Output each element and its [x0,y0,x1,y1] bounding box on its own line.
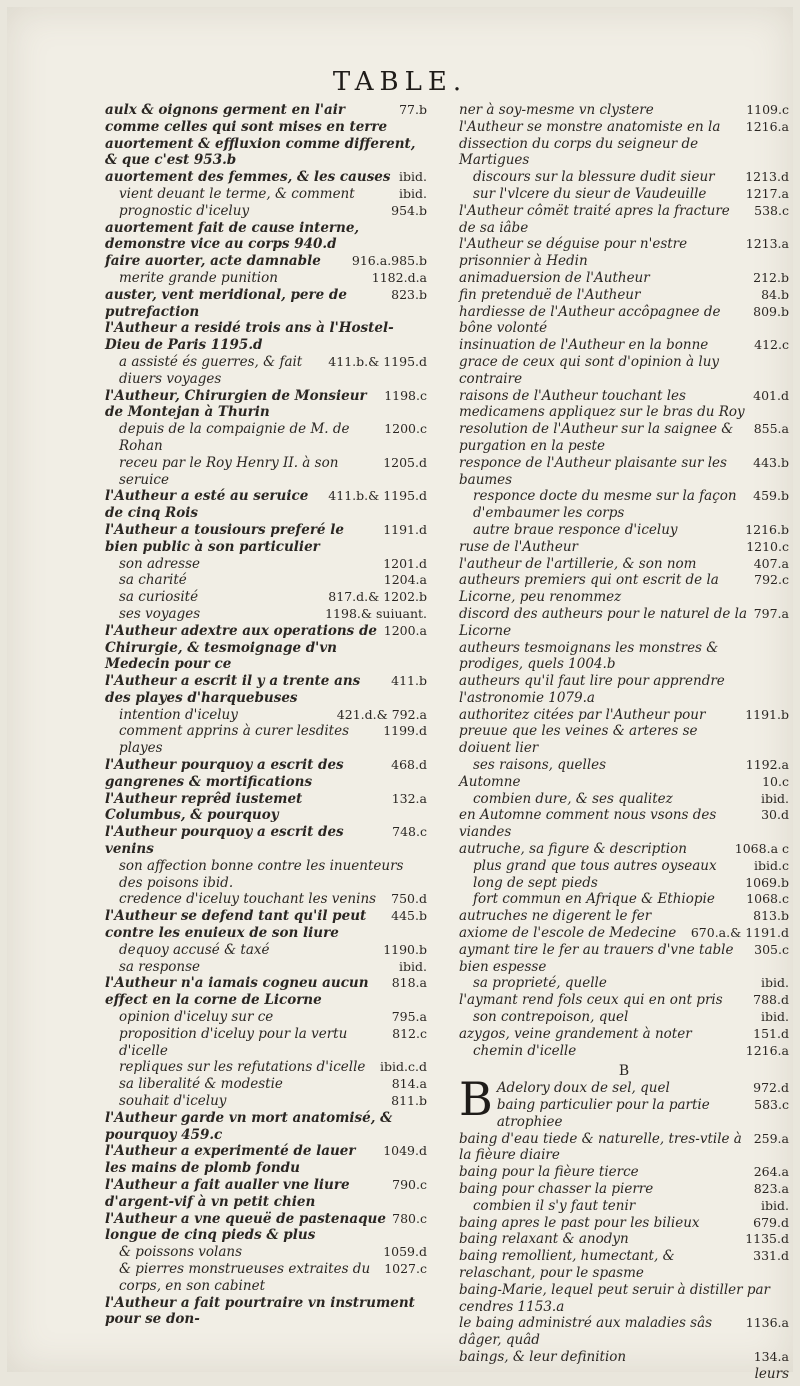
entry-reference: 77.b [399,102,427,117]
entry-text: l'Autheur se monstre anatomiste en la dissection du corps du seigneur de Martigues [459,118,721,169]
entry-text: fort commun en Afrique & Ethiopie [473,891,715,908]
entry-text: aulx & oignons germent en l'air comme celles qui sont mises en terre [105,102,388,135]
index-entry [459,1215,789,1232]
index-entry [459,572,789,606]
entry-text: responce docte du mesme sur la façon d'embaumer les corps [473,488,737,522]
index-entry [105,858,427,892]
entry-text: & pierres monstrueuses extraites du corps, en son cabinet [119,1260,371,1294]
entry-text: ruse de l'Autheur [459,538,579,555]
entry-reference: 1136.a [745,1315,789,1331]
index-entry [459,102,789,119]
entry-reference: 30.d [761,807,789,823]
entry-reference: 445.b [391,908,427,924]
entry-reference: 1200.c [384,421,427,437]
entry-text: l'Autheur garde vn mort anatomisé, & pourquoy 459.c [105,1109,393,1143]
entry-reference: 468.d [391,757,427,773]
entry-text: chemin d'icelle [473,1042,577,1059]
entry-reference: 1069.b [745,874,789,890]
entry-text: son affection bonne contre les inuenteurs des poisons ibid. [119,857,404,891]
entry-text: souhait d'iceluy [119,1093,227,1110]
entry-text: authoritez citées par l'Autheur pour preuue que les veines & arteres se doiuent lier [459,706,706,757]
index-entry [459,1315,789,1349]
index-entry [459,337,789,387]
index-entries-a [459,102,789,1059]
index-entry [105,488,427,522]
entry-text: autruches ne digerent le fer [459,908,652,925]
index-entry [105,942,427,959]
entry-reference: 1192.a [745,757,789,773]
entry-text: hardiesse de l'Autheur accôpagnee de bône volonté [459,303,721,337]
entry-reference: 792.c [754,572,789,588]
entry-text: proposition d'iceluy pour la vertu d'icelle [119,1025,348,1059]
entry-text: responce de l'Autheur plaisante sur les baumes [459,454,727,488]
entry-reference: 780.c [392,1210,427,1226]
index-entry [459,640,789,674]
entry-text: azygos, veine grandement à noter [459,1025,692,1042]
entry-reference: 84.b [761,286,789,302]
entry-text: long de sept pieds [473,874,598,891]
entry-reference: 1199.d [383,723,427,739]
entry-reference: ibid.c.d [380,1059,427,1075]
index-entry [105,959,427,976]
index-entry [105,1244,427,1261]
entry-reference: 1068.a c [734,841,789,857]
index-entry [105,522,427,556]
index-entry [459,757,789,774]
entry-text: raisons de l'Autheur touchant les medicamens appliquez sur le bras du Roy [459,387,745,421]
index-entry [105,623,427,673]
entry-reference: 264.a [753,1164,789,1180]
entry-text: auortement fait de cause interne, demonstre vice au corps 940.d [105,219,360,253]
entry-reference: 1198.c [384,387,427,403]
entry-text: l'Autheur a vne queuë de pastenaque longue de cinq pieds & plus [105,1210,386,1244]
index-entry [459,270,789,287]
entry-reference: 1191.d [383,521,427,537]
entry-reference: 823.b [391,286,427,302]
index-entry [459,875,789,892]
index-entry [459,1009,789,1026]
entry-text: discord des autheurs pour le naturel de la Licorne [459,605,748,639]
index-entry [105,572,427,589]
entry-reference: ibid. [761,1197,789,1213]
index-entry [459,942,789,976]
index-entry [459,707,789,757]
index-entry [459,556,789,573]
entry-text: baing d'eau tiede & naturelle, tres-vtile à la fièure diaire [459,1130,742,1164]
entry-text: baing pour chasser la pierre [459,1181,654,1197]
entry-text: merite grande punition [119,269,278,286]
entry-text: fin pretenduë de l'Autheur [459,286,641,303]
entry-text: ses voyages [119,605,201,622]
entry-text: son contrepoison, quel [473,1009,629,1026]
index-entry [459,1043,789,1060]
index-entry [105,354,427,388]
index-entry [459,858,789,875]
entry-text: ner à soy-mesme vn clystere [459,102,654,118]
entry-text: opinion d'iceluy sur ce [119,1009,274,1026]
index-entry [459,522,789,539]
entry-text: l'autheur de l'artillerie, & son nom [459,555,697,572]
index-entry [105,287,427,321]
index-entry [105,186,427,203]
entry-reference: ibid. [399,185,427,201]
entry-reference: 411.b.& 1195.d [328,353,427,369]
entry-reference: 459.b [753,488,789,504]
index-entry [105,421,427,455]
index-entry [459,119,789,169]
entry-reference: 748.c [392,824,427,840]
index-entry [105,1261,427,1295]
entry-text: dequoy accusé & taxé [119,941,270,958]
index-entry [459,388,789,422]
entry-reference: 814.a [391,1076,427,1092]
entry-reference: 817.d.& 1202.b [328,589,427,605]
entry-text: l'Autheur se déguise pour n'estre prisonnier à Hedin [459,236,688,270]
index-entry [105,606,427,623]
entry-reference: 151.d [753,1025,789,1041]
index-entry [105,908,427,942]
entry-reference: 1068.c [746,891,789,907]
entry-text: Adelory doux de sel, quel [496,1080,670,1097]
entry-reference: 670.a.& 1191.d [690,925,789,941]
index-entry [459,1282,789,1316]
entry-text: plus grand que tous autres oyseaux [473,857,717,874]
entry-text: baing particulier pour la partie atrophiee [496,1097,710,1130]
entry-reference: 855.a [753,421,789,437]
entry-text: l'Autheur pourquoy a escrit des venins [105,824,344,858]
entry-reference: 583.c [754,1097,789,1113]
entry-text: combien dure, & ses qualitez [473,790,673,807]
entry-reference: 1135.d [745,1231,789,1247]
index-entry [105,270,427,287]
dropcap-entries [497,1080,789,1130]
entry-reference: 1191.b [745,706,789,722]
entry-reference: 305.c [754,941,789,957]
index-entry [459,488,789,522]
entry-text: sa charité [119,572,187,589]
entry-text: baing-Marie, lequel peut seruir à distiller par cendres 1153.a [459,1281,771,1315]
entry-text: sur l'vlcere du sieur de Vaudeuille [473,185,707,202]
page-title: TABLE. [332,67,468,97]
entry-reference: ibid. [761,790,789,806]
dropcap-block [459,1072,789,1130]
index-column-right [459,102,789,1383]
entry-text: le baing administré aux maladies sâs dâger, quâd [459,1315,713,1349]
index-entry [459,841,789,858]
entry-reference: 538.c [754,202,789,218]
catchword: leurs [754,1365,789,1382]
entry-reference: 1216.a [745,1042,789,1058]
entry-reference: 1049.d [383,1143,427,1159]
index-entry [105,556,427,573]
entry-reference: 954.b [391,202,427,218]
entry-text: baing remollient, humectant, & relaschant, pour le spasme [459,1248,675,1281]
entry-reference: 132.a [391,790,427,806]
entry-text: insinuation de l'Autheur en la bonne grace de ceux qui sont d'opinion à luy contraire [459,337,720,387]
entry-text: animaduersion de l'Autheur [459,269,650,286]
index-entry [459,455,789,489]
entry-text: l'aymant rend fols ceux qui en ont pris [459,992,723,1009]
index-entry [105,791,427,825]
entry-reference: 1213.a [745,236,789,252]
entry-reference: 407.a [753,555,789,571]
index-entry [459,807,789,841]
entry-text: l'Autheur a esté au seruice de cinq Rois [105,488,309,522]
index-entry [105,723,427,757]
index-entry [105,1093,427,1110]
entry-reference: 813.b [753,908,789,924]
index-entry [105,203,427,220]
index-entry [459,1164,789,1181]
index-entry [459,791,789,808]
entry-text: l'Autheur a escrit il y a trente ans des playes d'harquebuses [105,673,361,706]
entry-reference: 10.c [762,773,789,789]
entry-text: l'Autheur reprêd iustemet Columbus, & pourquoy [105,790,303,824]
entry-text: Automne [459,773,521,790]
entry-text: resolution de l'Autheur sur la saignee & purgation en la peste [459,421,734,454]
index-entry [459,925,789,942]
entry-text: autheurs premiers qui ont escrit de la Licorne, peu renommez [459,572,719,606]
entry-text: axiome de l'escole de Medecine [459,925,677,942]
entry-text: sa response [119,958,201,975]
entry-reference: 1027.c [384,1260,427,1276]
index-entry [459,673,789,707]
entry-reference: 795.a [391,1009,427,1025]
entry-reference: ibid. [399,169,427,185]
entry-reference: 1201.d [383,555,427,571]
index-entry [105,1076,427,1093]
entry-text: auortement des femmes, & les causes [105,169,391,186]
entry-text: auster, vent meridional, pere de putrefaction [105,286,347,320]
index-entry [105,707,427,724]
entry-text: a assisté és guerres, & fait diuers voyages [119,353,303,387]
entry-reference: 679.d [753,1214,789,1230]
entry-text: l'Autheur pourquoy a escrit des gangrenes & mortifications [105,757,344,790]
index-entry [105,975,427,1009]
index-entry [459,774,789,791]
entry-reference: 401.d [753,387,789,403]
entry-text: l'Autheur cômët traité apres la fracture de sa iâbe [459,202,730,236]
index-entry [105,169,427,186]
entry-reference: 1198.& suiuant. [325,605,427,621]
entry-reference: 411.b.& 1195.d [328,488,427,504]
index-entry [105,220,427,254]
entry-reference: 818.a [391,975,427,991]
index-entry [459,186,789,203]
entry-text: l'Autheur a fait aualler vne liure d'argent-vif à vn petit chien [105,1177,350,1210]
index-entry [105,589,427,606]
index-entry [459,992,789,1009]
entry-text: intention d'iceluy [119,706,238,723]
index-column-left [105,102,427,1328]
entry-text: l'Autheur adextre aux operations de Chirurgie, & tesmoignage d'vn Medecin pour ce [105,622,377,673]
entry-text: depuis de la compaignie de M. de Rohan [119,421,350,454]
entry-reference: 1216.a [745,118,789,134]
entry-reference: 1109.c [746,102,789,117]
index-entry [497,1097,789,1131]
entry-text: son adresse [119,555,201,572]
entry-text: credence d'iceluy touchant les venins [119,891,377,908]
index-entry [459,1181,789,1198]
entry-reference: 1210.c [746,538,789,554]
index-entry [459,1026,789,1043]
index-entry [105,1026,427,1060]
entry-reference: 1217.a [745,185,789,201]
entry-reference: 443.b [753,454,789,470]
entry-text: l'Autheur se defend tant qu'il peut contre les enuieux de son liure [105,908,367,942]
section-letter-b: B [618,1063,630,1080]
entry-reference: ibid. [761,975,789,991]
entry-text: autheurs tesmoignans les monstres & prodiges, quels 1004.b [459,639,719,673]
entry-reference: 790.c [392,1177,427,1192]
index-entry [459,1349,789,1366]
entry-text: auortement & effluxion comme different, & que c'est 953.b [105,135,416,169]
entry-text: repliques sur les refutations d'icelle [119,1059,366,1076]
index-entry [459,908,789,925]
entry-reference: 916.a.985.b [351,253,427,269]
entry-text: receu par le Roy Henry II. à son seruice [119,454,339,488]
index-entry [459,203,789,237]
entry-text: l'Autheur a tousiours preferé le bien public à son particulier [105,521,344,555]
entry-reference: 212.b [753,269,789,285]
entry-reference: 972.d [753,1080,789,1096]
entry-text: baings, & leur definition [459,1348,627,1365]
entry-text: autruche, sa figure & description [459,841,687,858]
entry-reference: 788.d [753,992,789,1008]
index-entry [105,1177,427,1211]
index-entry [105,1211,427,1245]
entry-text: prognostic d'iceluy [119,202,250,219]
entry-reference: 1213.d [745,169,789,185]
entry-reference: 1216.b [745,521,789,537]
index-entry [459,1248,789,1282]
index-entry [459,539,789,556]
entry-reference: 1205.d [383,454,427,470]
entry-reference: 812.c [392,1025,427,1041]
entry-text: faire auorter, acte damnable [105,253,321,270]
index-entry [105,1009,427,1026]
entry-reference: 411.b [391,673,427,689]
index-entry [105,136,427,170]
entry-text: ses raisons, quelles [473,757,607,774]
entry-text: autre braue responce d'iceluy [473,521,678,538]
index-entry [105,320,427,354]
entry-reference: 1190.b [383,941,427,957]
entry-reference: 750.d [391,891,427,907]
index-entry [105,388,427,422]
index-entry [459,169,789,186]
entry-reference: 1182.d.a [371,269,427,285]
entry-text: sa proprieté, quelle [473,975,607,992]
entry-text: l'Autheur, Chirurgien de Monsieur de Montejan à Thurin [105,387,367,421]
index-entry [105,1110,427,1144]
index-entry [105,102,427,136]
entry-reference: 811.b [391,1093,427,1109]
book-page [7,7,793,1382]
index-entry [459,891,789,908]
entry-reference: 797.a [753,605,789,621]
index-entry [459,1131,789,1165]
entry-text: & poissons volans [119,1244,243,1261]
entry-text: baing apres le past pour les bilieux [459,1214,700,1231]
index-entry [459,236,789,270]
index-entry [105,253,427,270]
entry-text: vient deuant le terme, & comment [119,185,355,202]
entry-text: aymant tire le fer au trauers d'vne table bien espesse [459,941,734,975]
entry-reference: 809.b [753,303,789,319]
entry-text: baing pour la fièure tierce [459,1164,639,1181]
index-entry [105,891,427,908]
entry-reference: 823.a [753,1181,789,1196]
entry-reference: 421.d.& 792.a [336,706,427,722]
entry-text: sa curiosité [119,589,199,606]
index-entry [459,1198,789,1215]
index-entry [105,1295,427,1329]
entry-text: comment apprins à curer lesdites playes [119,723,350,757]
index-entry [459,304,789,338]
index-entry [459,421,789,455]
index-entry [105,1143,427,1177]
entry-reference: ibid. [761,1009,789,1025]
entry-text: l'Autheur a experimenté de lauer les mains de plomb fondu [105,1143,356,1177]
entry-reference: 412.c [754,337,789,353]
index-entry [105,1059,427,1076]
entry-reference: 1204.a [383,572,427,588]
index-entry [105,673,427,707]
index-entry [459,975,789,992]
dropcap-letter: B [459,1072,493,1127]
entry-text: l'Autheur a residé trois ans à l'Hostel-Dieu de Paris 1195.d [105,320,394,354]
entry-reference: ibid.c [754,857,789,873]
index-entry [105,455,427,489]
index-entry [497,1080,789,1097]
entry-text: l'Autheur n'a iamais cogneu aucun effect en la corne de Licorne [105,975,369,1009]
entry-text: baing relaxant & anodyn [459,1231,629,1248]
entry-text: l'Autheur a fait pourtraire vn instrument pour se don- [105,1294,415,1328]
entry-reference: 134.a [753,1348,789,1364]
index-entry [105,757,427,791]
entry-reference: 1200.a [383,622,427,638]
entry-reference: 259.a [753,1130,789,1146]
entry-text: en Automne comment nous vsons des viandes [459,807,717,841]
entry-reference: ibid. [399,958,427,974]
index-entry [105,824,427,858]
index-entries-b [459,1131,789,1366]
entry-text: combien il s'y faut tenir [473,1197,636,1214]
entry-text: sa liberalité & modestie [119,1076,283,1093]
entry-text: autheurs qu'il faut lire pour apprendre l'astronomie 1079.a [459,673,725,706]
index-entry [459,1231,789,1248]
entry-reference: 331.d [753,1248,789,1264]
index-entry [459,606,789,640]
index-entry [459,287,789,304]
entry-reference: 1059.d [383,1244,427,1260]
entry-text: discours sur la blessure dudit sieur [473,169,715,186]
